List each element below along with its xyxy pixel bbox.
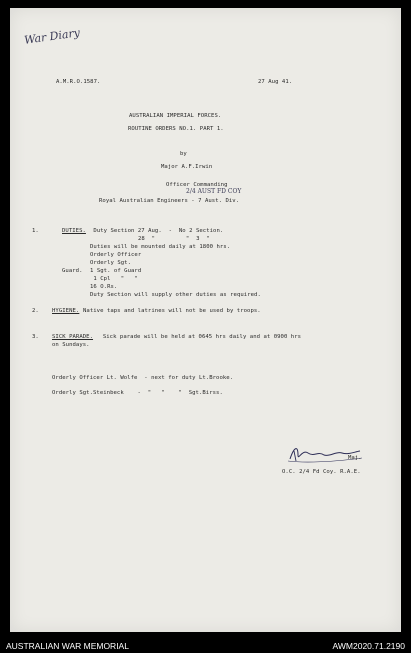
orderly-sgt-line: Orderly Sgt.Steinbeck - " " " Sgt.Birss. [52, 390, 223, 396]
royal-engineers-line: Royal Australian Engineers - 7 Aust. Div. [99, 198, 240, 204]
signature-title: O.C. 2/4 Fd Coy. R.A.E. [282, 469, 361, 475]
item-3-heading: SICK PARADE. [52, 334, 94, 340]
item-2-text: Native taps and latrines will not be used by troops. [83, 308, 261, 314]
item-2-number: 2. [32, 308, 39, 314]
footer-left-label: AUSTRALIAN WAR MEMORIAL [6, 641, 129, 651]
item-1-line-6: Duty Section will supply other duties as required. [90, 292, 261, 298]
item-3-text-2: on Sundays. [52, 342, 90, 348]
item-1-number: 1. [32, 228, 39, 234]
item-1-heading: DUTIES. [62, 228, 86, 234]
item-1-line-3: Duties will be mounted daily at 1800 hrs. [90, 244, 231, 250]
item-1-line-2: 28 " " 3 " [138, 236, 210, 242]
by-line: by [180, 151, 187, 157]
guard-line-1: 1 Sgt. of Guard [90, 268, 142, 274]
item-3-text-1: Sick parade will be held at 0645 hrs daily and at 0900 hrs [96, 334, 302, 340]
footer-right-label: AWM2020.71.2190 [332, 641, 405, 651]
handwritten-unit: 2/4 AUST FD COY [186, 188, 242, 195]
item-3-number: 3. [32, 334, 39, 340]
routine-orders-heading: ROUTINE ORDERS NO.1. PART 1. [128, 126, 224, 132]
item-1-line-4: Orderly Officer [90, 252, 142, 258]
guard-label: Guard. [62, 268, 83, 274]
item-1-line-5: Orderly Sgt. [90, 260, 132, 266]
item-2-heading: HYGIENE. [52, 308, 80, 314]
signature-suffix: Maj. [348, 455, 362, 461]
guard-line-2: 1 Cpl " " [90, 276, 138, 282]
handwritten-signature [284, 443, 364, 465]
document-page [10, 8, 401, 632]
item-1-line-1: Duty Section 27 Aug. - No 2 Section. [90, 228, 224, 234]
guard-line-3: 16 O.Rs. [90, 284, 118, 290]
handwritten-header: War Diary [23, 26, 81, 47]
document-date: 27 Aug 41. [258, 79, 293, 85]
reference-number: A.M.R.O.1587. [56, 79, 101, 85]
major-name: Major A.F.Irwin [161, 164, 213, 170]
organization-heading: AUSTRALIAN IMPERIAL FORCES. [129, 113, 222, 119]
orderly-officer-line: Orderly Officer Lt. Wolfe - next for duty Lt.Brooke. [52, 375, 234, 381]
officer-commanding: Officer Commanding [166, 182, 228, 188]
